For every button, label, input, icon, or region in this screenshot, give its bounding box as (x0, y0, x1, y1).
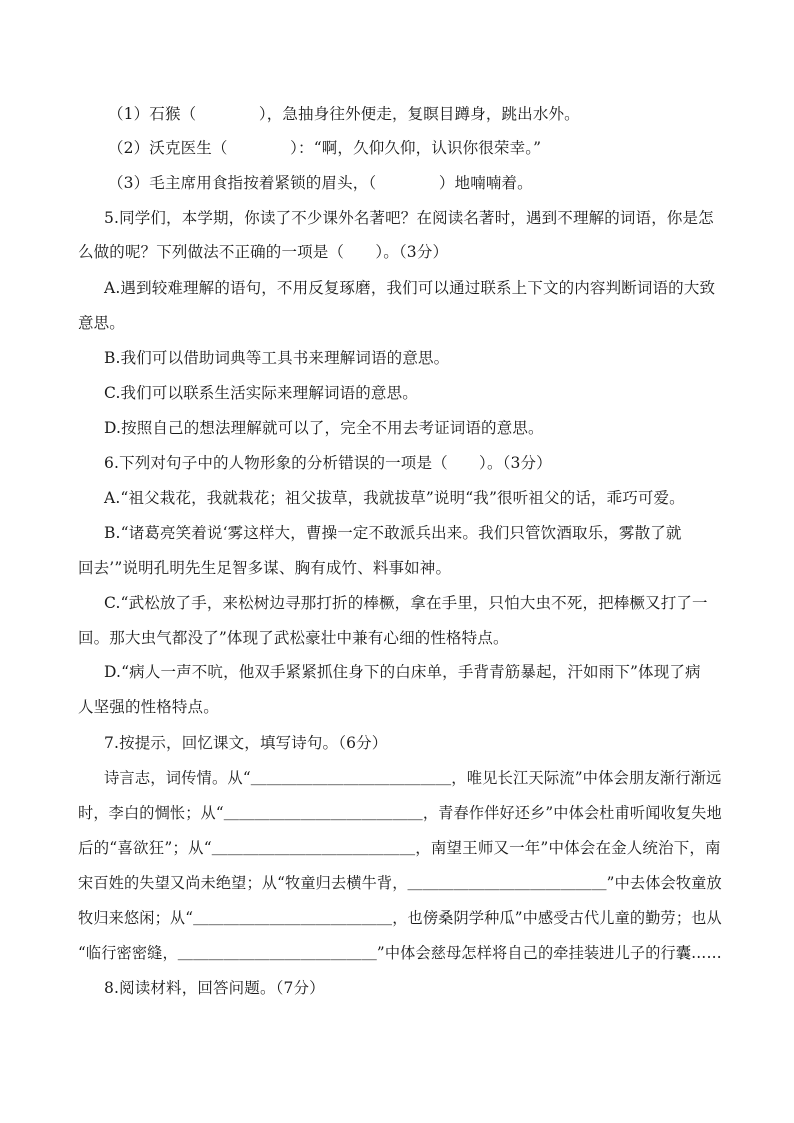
q6-option-d-line-2: 人坚强的性格特点。 (78, 698, 219, 716)
q6-option-c-line-1: C.“武松放了手，来松树边寻那打折的棒橛，拿在手里，只怕大虫不死，把棒橛又打了一 (104, 594, 708, 612)
q7-body-line-1: 诗言志，词传情。从“＿＿＿＿＿＿＿＿＿＿＿＿＿，唯见长江天际流”中体会朋友渐行渐远 (104, 769, 722, 787)
q7-stem: 7.按提示，回忆课文，填写诗句。（6分） (104, 734, 388, 752)
q6-stem: 6.下列对句子中的人物形象的分析错误的一项是（ ）。（3分） (104, 454, 552, 472)
q6-option-a: A.“祖父栽花，我就栽花；祖父拔草，我就拔草”说明“我”很听祖父的话，乖巧可爱。 (104, 489, 685, 507)
q6-option-c-line-2: 回。那大虫气都没了”体现了武松豪壮中兼有心细的性格特点。 (78, 629, 509, 647)
q6-option-b-line-2: 回去’”说明孔明先生足智多谋、胸有成竹、料事如神。 (78, 559, 452, 577)
q5-stem-line-1: 5.同学们，本学期，你读了不少课外名著吧？在阅读名著时，遇到不理解的词语，你是怎 (104, 209, 714, 227)
q7-body-line-5: 牧归来悠闲；从“＿＿＿＿＿＿＿＿＿＿＿＿＿，也傍桑阴学种瓜”中感受古代儿童的勤劳；也从 (78, 909, 722, 927)
q4-line-3: （3）毛主席用食指按着紧锁的眉头，（ ）地喃喃着。 (108, 174, 533, 192)
q5-option-d: D.按照自己的想法理解就可以了，完全不用去考证词语的意思。 (104, 419, 544, 437)
q5-option-b: B.我们可以借助词典等工具书来理解词语的意思。 (104, 349, 450, 367)
q7-body-line-3: 后的“喜欲狂”；从“＿＿＿＿＿＿＿＿＿＿＿＿＿，南望王师又一年”中体会在金人统治下，南 (78, 839, 721, 857)
q4-line-2: （2）沃克医生（ ）：“啊，久仰久仰，认识你很荣幸。” (108, 139, 542, 157)
q7-body-line-2: 时，李白的惆怅；从“＿＿＿＿＿＿＿＿＿＿＿＿＿，青春作伴好还乡”中体会杜甫听闻收复失地 (78, 804, 722, 822)
q5-stem-line-2: 么做的呢？下列做法不正确的一项是（ ）。（3分） (78, 243, 449, 261)
q5-option-c: C.我们可以联系生活实际来理解词语的意思。 (104, 384, 418, 402)
q7-body-line-4: 宋百姓的失望又尚未绝望；从“牧童归去横牛背，＿＿＿＿＿＿＿＿＿＿＿＿＿”中去体会牧童放 (78, 874, 722, 892)
q7-body-line-6: “临行密密缝，＿＿＿＿＿＿＿＿＿＿＿＿＿”中体会慈母怎样将自己的牵挂装进儿子的行囊…… (78, 944, 722, 962)
q4-line-1: （1）石猴（ ），急抽身往外便走，复瞑目蹲身，跳出水外。 (108, 105, 580, 123)
q5-option-a-line-1: A.遇到较难理解的语句，不用反复琢磨，我们可以通过联系上下文的内容判断词语的大致 (104, 279, 716, 297)
q6-option-b-line-1: B.“诸葛亮笑着说‘雾这样大，曹操一定不敢派兵出来。我们只管饮酒取乐，雾散了就 (104, 524, 682, 542)
q6-option-d-line-1: D.“病人一声不吭，他双手紧紧抓住身下的白床单，手背青筋暴起，汗如雨下”体现了病 (104, 663, 701, 681)
q8-stem: 8.阅读材料，回答问题。（7分） (104, 979, 325, 997)
q5-option-a-line-2: 意思。 (78, 314, 125, 332)
